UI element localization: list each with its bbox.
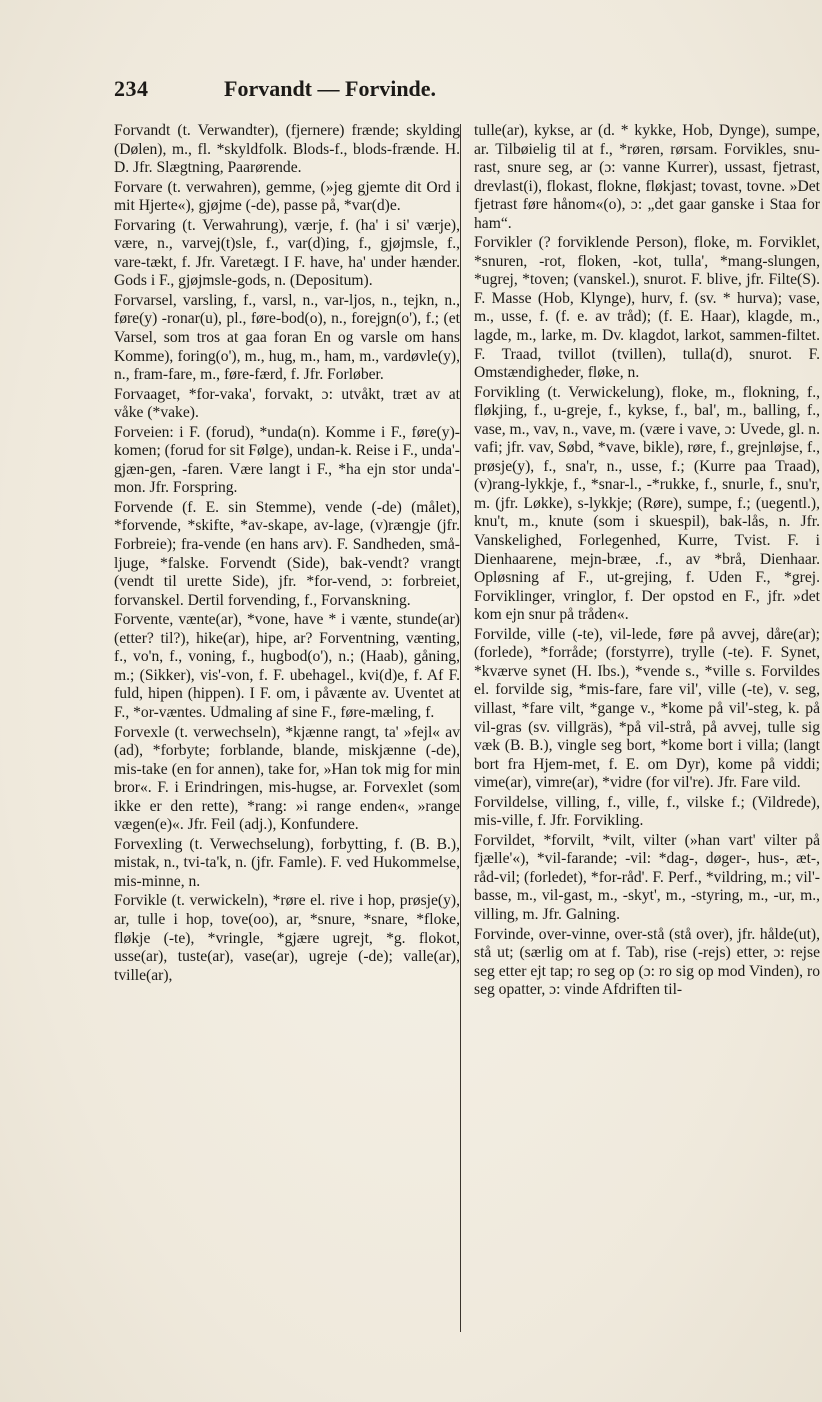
dictionary-entry: Forvikler (? forviklende Person), floke, m. Forviklet, *snuren, -rot, floken, -kot, tulla', *mang-slungen, *ugrej, *toven; (vanskel.), snurot. F. blive, jfr. Filte(S). F. Masse (Hob, Klynge), hurv, f. (sv. * hurva); vase, m., usse, f. (f. e. av tråd); (f. E. Haar), klagde, m., lagde, m., larke, m. Dv. klagdot, larkot, sammen-filtet. F. Traad, tvillot (tvillen), tulla(d), snurot. F. Omstændigheder, fløke, n. — [474, 234, 820, 382]
dictionary-entry: Forvilde, ville (-te), vil-lede, føre på avvej, dåre(ar); (forlede), *forråde; (forstyrre), trylle (-te). F. Synet, *kværve synet (H. Ibs.), *vende s., *ville s. Forvildes el. forvilde sig, *mis-fare, fare vil', ville (-te), v. seg, villast, *fare vilt, *gange v., *kome på vil'-steg, k. på vil-gras (sv. villgräs), *på vil-strå, på avvej, tulle sig væk (B. B.), vingle seg bort, *kome bort i villa; (langt bort fra Hjem-met, f. E. om Dyr), kome på viddi; vime(ar), vimre(ar), *vidre (for vil're). Jfr. Fare vild. — [474, 625, 820, 792]
dictionary-entry: Forveien: i F. (forud), *unda(n). Komme i F., føre(y)-komen; (forud for sit Følge), undan-k. Reise i F., unda'-gjæn-gen, -faren. Være langt i F., *ha ejn stor unda'-mon. Jfr. Forspring. — [114, 423, 460, 497]
dictionary-entry: Forvente, vænte(ar), *vone, have * i vænte, stunde(ar) (etter? til?), hike(ar), hipe, ar? Forventning, vænting, f., vo'n, f., voning, f., hugbod(o'), n.; (Haab), gåning, m.; (Sikker), vis'-von, f. F. ubehagel., kvi(d)e, f. Af F. fuld, hipen (hippen). I F. om, i påvænte av. Uventet at F., *or-væntes. Udmaling af sine F., føre-mæling, f. — [114, 611, 460, 721]
dictionary-entry: Forvexling (t. Verwechselung), forbytting, f. (B. B.), mistak, n., tvi-ta'k, n. (jfr. Famle). F. ved Hukommelse, mis-minne, n. — [114, 835, 460, 890]
dictionary-entry: Forvarsel, varsling, f., varsl, n., var-ljos, n., tejkn, n., føre(y) -ronar(u), pl., føre-bod(o), n., forejgn(o'), f.; (et Varsel, som tros at gaa foran En og varsle om hans Komme), foring(o'), m., hug, m., ham, m., vardøvle(y), n., fram-fare, m., føre-færd, f. Jfr. Forløber. — [114, 291, 460, 384]
column-divider — [460, 124, 461, 1332]
dictionary-entry: Forvare (t. verwahren), gemme, (»jeg gjemte dit Ord i mit Hjerte«), gjøjme (-de), passe på, *var(d)e. — [114, 178, 460, 215]
right-column — [474, 122, 820, 1372]
running-title: Forvandt — Forvinde. — [224, 76, 437, 101]
dictionary-entry: Forvandt (t. Verwandter), (fjernere) frænde; skylding (Dølen), m., fl. *skyldfolk. Blods-f., blods-frænde. H. D. Jfr. Slægtning, Paarørende. — [114, 122, 460, 177]
dictionary-entry: Forvinde, over-vinne, over-stå (stå over), jfr. hålde(ut), stå ut; (særlig om at f. Tab), rise (-rejs) etter, ɔ: rejse seg etter ejt tap; ro seg op (ɔ: ro sig op mod Vinden), ro seg opatter, ɔ: vinde Afdriften til- — [474, 925, 820, 999]
dictionary-entry: Forvaring (t. Verwahrung), værje, f. (ha' i si' værje), være, n., varvej(t)sle, f., var(d)ing, f., gjøjmsle, f., vare-tækt, f. Jfr. Varetægt. I F. have, ha' under hænder. Gods i F., gjøjmsle-gods, n. (Depositum). — [114, 216, 460, 290]
page-number: 234 — [114, 76, 149, 101]
dictionary-entry: tulle(ar), kykse, ar (d. * kykke, Hob, Dynge), sumpe, ar. Tilbøielig til at f., *røren, rørsam. Forvikles, snu-rast, snure seg, ar (ɔ: vanne Kurrer), ussast, fjetrast, drevlast(i), flokast, flokne, fløkjast; tovast, tovne. »Det fjetrast føre hånom«(o), ɔ: „det gaar ganske i Staa for ham“. — [474, 122, 820, 232]
page-header — [114, 76, 594, 110]
dictionary-entry: Forvikle (t. verwickeln), *røre el. rive i hop, prøsje(y), ar, tulle i hop, tove(oo), ar, *snure, *snare, *floke, fløkje (-te), *vringle, *gjære ugrejt, *g. flokot, usse(ar), tuste(ar), vase(ar), ugreje (-de); valle(ar), tville(ar), — [114, 892, 460, 984]
dictionary-entry: Forvikling (t. Verwickelung), floke, m., flokning, f., fløkjing, f., u-greje, f., kykse, f., bal', m., balling, f., vase, m., vav, n., vave, m. (være i vave, ɔ: Uvede, gl. n. vafi; jfr. vav, Søbd, *vave, bikle), røre, f., grejnløjse, f., prøsje(y), f., sna'r, n., usse, f.; (Kurre paa Traad), (v)rang-lykkje, f., *snar-l., -*rukke, f., snurle, f., snu'r, m. (jfr. Løkke), s-lykkje; (Røre), sumpe, f.; (uegentl.), knu't, m., knute (som i skuespil), bak-lås, n. Jfr. Vanskelighed, Forlegenhed, Kurre, Tvist. F. i Dienhaarene, mejn-bræe, .f., av *brå, Dienhaar. Opløsning af F., ut-grejing, f. Uden F., *grej. Forviklinger, vringlor, f. Der opstod en F., jfr. »det kom ejn snur på tråden«. — [474, 383, 820, 624]
left-column — [114, 122, 460, 1372]
dictionary-entry: Forvildelse, villing, f., ville, f., vilske f.; (Vildrede), mis-ville, f. Jfr. Forvikling. — [474, 793, 820, 830]
dictionary-entry: Forvexle (t. verwechseln), *kjænne rangt, ta' »fejl« av (ad), *forbyte; forblande, blande, miskjænne (-de), mis-take (en for annen), take for, »Han tok mig for min bror«. F. i Erindringen, mis-hugse, ar. Forvexlet (som ikke er den rette), *rang: »i range enden«, »range vægen(e)«. Jfr. Feil (adj.), Konfundere. — [114, 723, 460, 834]
dictionary-entry: Forvildet, *forvilt, *vilt, vilter (»han vart' vilter på fjælle'«), *vil-farande; -vil: *dag-, døger-, hus-, æt-, råd-vil; (forledet), *for-råd'. F. Perf., *vildring, m.; vil'-basse, m., vil-gast, m., -skyt', m., -styring, m., -ur, m., villing, m. Jfr. Galning. — [474, 831, 820, 923]
dictionary-entry: Forvaaget, *for-vaka', forvakt, ɔ: utvåkt, træt av at våke (*vake). — [114, 385, 460, 422]
dictionary-entry: Forvende (f. E. sin Stemme), vende (-de) (målet), *forvende, *skifte, *av-skape, av-lage, (v)rængje (jfr. Forbreie); fra-vende (en hans arv). F. Sandheden, små-ljuge, *falske. Forvendt (Side), bak-vendt? vrangt (vendt til urette Side), jfr. *for-vend, ɔ: forbreiet, forvanskel. Dertil forvending, f., Forvanskning. — [114, 498, 460, 609]
